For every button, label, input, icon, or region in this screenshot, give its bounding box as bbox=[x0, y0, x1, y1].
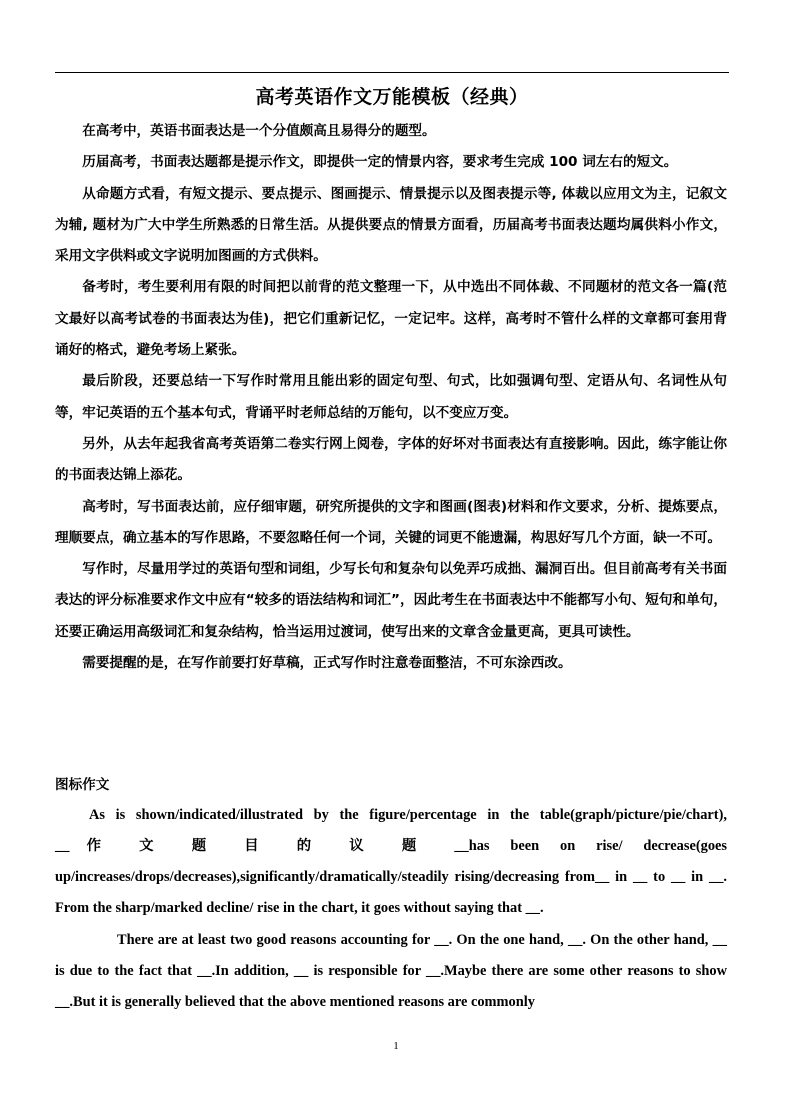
paragraph: 高考时，写书面表达前，应仔细审题，研究所提供的文字和图画(图表)材料和作文要求，分析、提炼要点，理顺要点，确立基本的写作思路，不要忽略任何一个词，关键的词更不能遗漏，构思好写几个方面，缺一不可。 bbox=[55, 498, 727, 546]
section-heading: 图标作文 bbox=[55, 777, 110, 793]
paragraph: 从命题方式看，有短文提示、要点提示、图画提示、情景提示以及图表提示等, 体裁以应用文为主，记叙文为辅, 题材为广大中学生所熟悉的日常生活。从提供要点的情景方面看，历届高考书面表达题均属供料小作文，采用文字供料或文字说明加图画的方式供料。 bbox=[55, 185, 727, 265]
paragraph: 备考时，考生要利用有限的时间把以前背的范文整理一下，从中选出不同体裁、不同题材的范文各一篇(范文最好以高考试卷的书面表达为佳)，把它们重新记忆，一定记牢。这样，高考时不管什么样的文章都可套用背诵好的格式，避免考场上紧张。 bbox=[55, 279, 727, 359]
page-title: 高考英语作文万能模板（经典） bbox=[255, 86, 529, 108]
page-number: 1 bbox=[393, 1040, 399, 1052]
paragraph: 在高考中，英语书面表达是一个分值颇高且易得分的题型。 bbox=[82, 123, 436, 139]
english-template-paragraph-1 bbox=[55, 800, 727, 924]
english-template-paragraph-2: There are at least two good reasons accounting for __. On the one hand, __. On the other hand, __ is due to the fact that __.In addition, __ is responsible for __.Maybe there are some other reasons to show __.But it is generally believed that the above mentioned reasons are commonly bbox=[55, 932, 727, 1010]
chinese-body bbox=[55, 116, 727, 679]
paragraph: 最后阶段，还要总结一下写作时常用且能出彩的固定句型、句式，比如强调句型、定语从句、名词性从句等，牢记英语的五个基本句式，背诵平时老师总结的万能句，以不变应万变。 bbox=[55, 373, 727, 421]
english-line: As is shown/indicated/illustrated by the figure/percentage in the table(graph/picture/pie/chart), bbox=[89, 807, 727, 823]
paragraph: 需要提醒的是，在写作前要打好草稿，正式写作时注意卷面整洁，不可东涂西改。 bbox=[82, 655, 572, 672]
header-rule bbox=[55, 72, 729, 73]
english-line: __作 文 题 目 的 议 题 __has been on rise/ decrease(goes bbox=[55, 838, 727, 854]
paragraph: 另外，从去年起我省高考英语第二卷实行网上阅卷，字体的好坏对书面表达有直接影响。因此，练字能让你的书面表达锦上添花。 bbox=[55, 435, 727, 484]
paragraph: 写作时，尽量用学过的英语句型和词组，少写长句和复杂句以免弄巧成拙、漏洞百出。但目前高考有关书面表达的评分标准要求作文中应有“较多的语法结构和词汇”，因此考生在书面表达中不能都写小句、短句和单句，还要正确运用高级词汇和复杂结构，恰当运用过渡词，使写出来的文章含金量更高，更具可读性。 bbox=[55, 561, 727, 640]
paragraph: 历届高考，书面表达题都是提示作文，即提供一定的情景内容，要求考生完成 100 词左右的短文。 bbox=[82, 154, 678, 171]
english-line: up/increases/drops/decreases),significantly/dramatically/steadily rising/decreasing from__ in __ to __ in __. From the sharp/marked decline/ rise in the chart, it goes without saying that __. bbox=[55, 869, 727, 916]
